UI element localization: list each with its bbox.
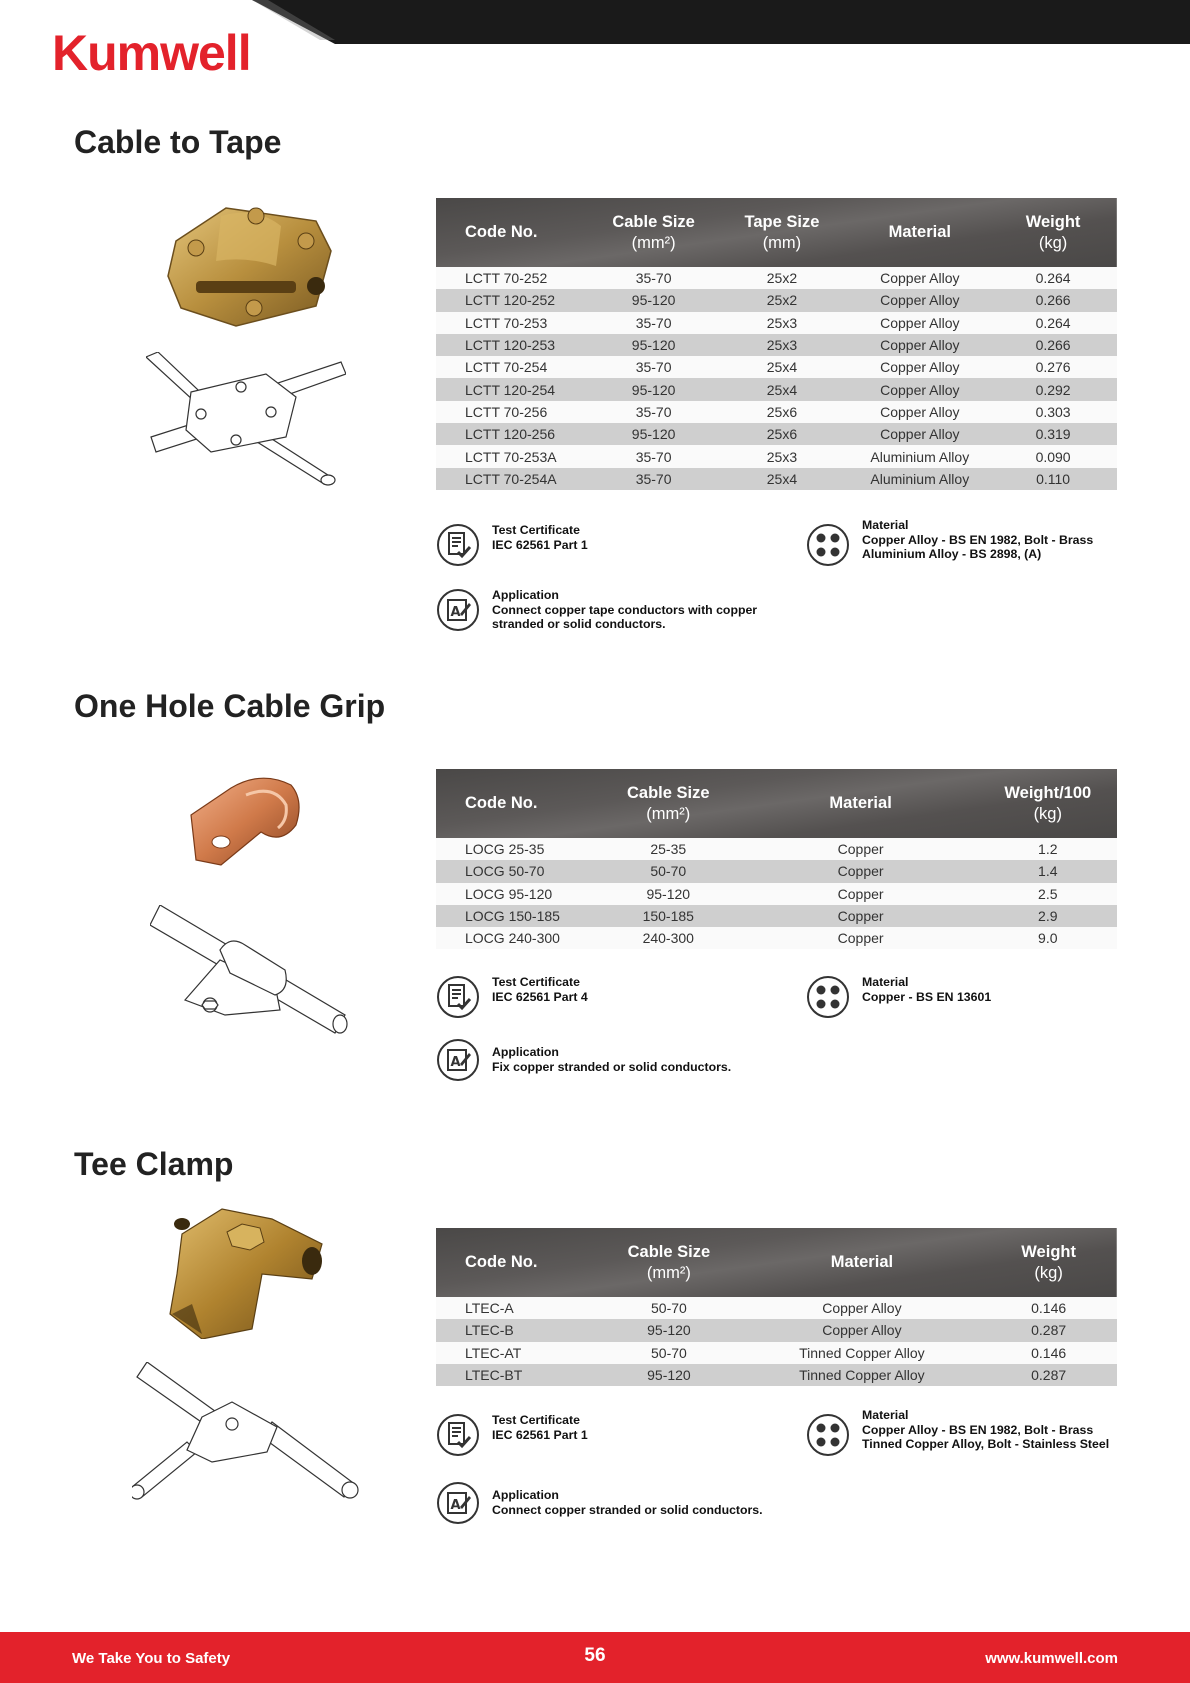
page-footer [0, 1632, 1190, 1683]
info-line: Connect copper tape conductors with copper [492, 602, 758, 617]
table-cell: Copper Alloy [880, 381, 960, 398]
table-row [436, 289, 1117, 311]
table-row [436, 401, 1117, 423]
column-header: Weight/100 (kg) [1004, 783, 1092, 823]
table-header-row [436, 198, 1117, 267]
table-row [436, 860, 1117, 882]
table-cell: 1.2 [1038, 841, 1058, 858]
table-cell: Copper [837, 885, 884, 902]
table-cell: 0.292 [1035, 381, 1071, 398]
column-header: Cable Size (mm²) [627, 783, 710, 823]
table-row [436, 423, 1117, 445]
one-hole-cable-grip-product-photo [186, 770, 306, 870]
table-cell: LTEC-A [465, 1300, 514, 1317]
table-cell: 95-120 [647, 1367, 691, 1384]
table-cell: LCTT 70-254A [465, 470, 557, 487]
table-cell: Aluminium Alloy [870, 470, 970, 487]
table-cell: 0.264 [1035, 270, 1071, 287]
column-header: Tape Size (mm) [744, 212, 820, 252]
table-cell: 95-120 [631, 292, 676, 309]
table-cell: 0.266 [1035, 292, 1071, 309]
table-cell: Copper [837, 908, 884, 925]
footer-slogan: We Take You to Safety [72, 1650, 231, 1667]
table-cell: Aluminium Alloy [870, 448, 970, 465]
table-cell: 25-35 [650, 841, 687, 858]
column-header: Weight (kg) [1025, 212, 1081, 252]
certificate-checklist-icon [436, 975, 480, 1019]
table-cell: 0.303 [1035, 403, 1071, 420]
table-cell: 9.0 [1038, 930, 1058, 947]
info-heading: Test Certificate [492, 975, 580, 989]
table-cell: LCTT 120-252 [465, 292, 556, 309]
table-cell: 50-70 [651, 1344, 687, 1361]
table-cell: Tinned Copper Alloy [799, 1367, 925, 1384]
material-dots-icon [806, 523, 850, 567]
info-line: Connect copper stranded or solid conductors. [492, 1502, 763, 1517]
table-cell: Copper Alloy [880, 359, 960, 376]
table-cell: LCTT 70-253A [465, 448, 557, 465]
table-cell: 50-70 [650, 863, 687, 880]
test-certificate-info [436, 523, 588, 567]
table-cell: 35-70 [635, 359, 672, 376]
table-cell: 2.5 [1038, 885, 1058, 902]
info-line: IEC 62561 Part 4 [492, 989, 588, 1004]
application-pencil-icon [436, 588, 480, 632]
table-cell: 25x4 [766, 381, 798, 398]
cable-to-tape-line-drawing [146, 352, 346, 486]
page-number: 56 [584, 1645, 606, 1666]
table-cell: 0.110 [1036, 470, 1071, 487]
table-cell: 2.9 [1038, 908, 1058, 925]
table-cell: 25x2 [766, 270, 798, 287]
table-header-row [436, 1228, 1117, 1297]
table-cell: 35-70 [635, 403, 672, 420]
table-row [436, 334, 1117, 356]
table-cell: Tinned Copper Alloy [799, 1344, 925, 1361]
cable-to-tape-product-photo [166, 196, 332, 330]
table-cell: 240-300 [642, 930, 694, 947]
tee-clamp-product-photo [162, 1204, 328, 1339]
info-line: Aluminium Alloy - BS 2898, (A) [862, 547, 1042, 561]
table-cell: 25x3 [766, 314, 798, 331]
table-row [436, 378, 1117, 400]
table-cell: 95-120 [647, 1322, 691, 1339]
info-heading: Material [862, 518, 909, 532]
material-info [806, 1408, 1110, 1457]
column-header: Code No. [465, 794, 538, 812]
table-row [436, 312, 1117, 334]
table-row [436, 838, 1117, 860]
table-row [436, 927, 1117, 949]
table-cell: 0.287 [1031, 1367, 1067, 1384]
table-cell: Copper Alloy [880, 270, 960, 287]
info-heading: Application [492, 588, 559, 602]
table-row [436, 883, 1117, 905]
table-row [436, 468, 1117, 490]
material-dots-icon [806, 1413, 850, 1457]
column-header: Code No. [465, 223, 538, 241]
table-cell: Copper Alloy [822, 1322, 902, 1339]
info-heading: Material [862, 1408, 909, 1422]
table-cell: 35-70 [635, 314, 672, 331]
table-cell: LCTT 70-256 [465, 403, 548, 420]
table-cell: Copper [837, 863, 884, 880]
table-cell: 50-70 [651, 1300, 687, 1317]
cable-to-tape-spec-table [436, 198, 1117, 490]
info-line: Copper - BS EN 13601 [862, 989, 992, 1004]
application-pencil-icon [436, 1481, 480, 1525]
column-header: Material [830, 1253, 894, 1271]
table-cell: 0.276 [1035, 359, 1071, 376]
table-cell: 150-185 [642, 908, 694, 925]
table-cell: 95-120 [631, 426, 676, 443]
info-heading: Test Certificate [492, 1413, 580, 1427]
table-cell: LCTT 120-256 [465, 426, 556, 443]
table-cell: Copper Alloy [880, 403, 960, 420]
table-cell: LOCG 95-120 [465, 885, 553, 902]
table-cell: LOCG 25-35 [465, 841, 545, 858]
table-row [436, 1297, 1117, 1319]
section-title-tee-clamp: Tee Clamp [74, 1146, 234, 1182]
table-cell: 35-70 [635, 470, 672, 487]
table-cell: 0.146 [1031, 1344, 1067, 1361]
tee-clamp-spec-table [436, 1228, 1117, 1386]
table-cell: LTEC-B [465, 1322, 514, 1339]
certificate-checklist-icon [436, 1413, 480, 1457]
info-line: Copper Alloy - BS EN 1982, Bolt - Brass [862, 532, 1094, 547]
one-hole-cable-grip-line-drawing [150, 905, 350, 1035]
table-row [436, 445, 1117, 467]
column-header: Material [829, 794, 892, 812]
table-cell: 95-120 [631, 337, 676, 354]
table-cell: 0.266 [1035, 337, 1071, 354]
info-heading: Application [492, 1488, 559, 1502]
table-cell: Copper Alloy [880, 292, 960, 309]
svg-text:A: A [450, 1498, 461, 1513]
table-row [436, 1319, 1117, 1341]
footer-website-link[interactable]: www.kumwell.com [985, 1650, 1118, 1667]
table-cell: 0.146 [1031, 1300, 1067, 1317]
table-cell: 35-70 [635, 270, 672, 287]
info-heading: Material [862, 975, 909, 989]
table-cell: 25x2 [766, 292, 798, 309]
table-cell: LOCG 240-300 [465, 930, 560, 947]
table-cell: Copper [837, 841, 884, 858]
svg-text:A: A [450, 605, 461, 620]
table-cell: 95-120 [631, 381, 676, 398]
table-cell: Copper Alloy [880, 426, 960, 443]
column-header: Material [888, 223, 951, 241]
application-pencil-icon [436, 1038, 480, 1082]
tee-clamp-line-drawing [132, 1362, 364, 1507]
material-dots-icon [806, 975, 850, 1019]
section-title-one-hole-cable-grip: One Hole Cable Grip [74, 688, 386, 724]
brand-logo: Kumwell [52, 25, 251, 81]
table-cell: LOCG 50-70 [465, 863, 545, 880]
table-row [436, 1342, 1117, 1364]
application-info [436, 1038, 731, 1082]
info-heading: Application [492, 1045, 559, 1059]
material-info [806, 975, 991, 1019]
table-cell: LCTT 120-254 [465, 381, 556, 398]
table-cell: Copper [837, 930, 884, 947]
table-row [436, 267, 1117, 289]
column-header: Cable Size (mm²) [612, 212, 695, 252]
application-info [436, 1481, 763, 1525]
table-cell: LTEC-BT [465, 1367, 523, 1384]
material-info [806, 518, 1094, 567]
table-cell: 95-120 [646, 885, 691, 902]
test-certificate-info [436, 975, 588, 1019]
test-certificate-info [436, 1413, 588, 1457]
table-cell: LTEC-AT [465, 1344, 522, 1361]
info-line: stranded or solid conductors. [492, 617, 666, 631]
section-title-cable-to-tape: Cable to Tape [74, 124, 282, 160]
table-cell: 35-70 [635, 448, 672, 465]
certificate-checklist-icon [436, 523, 480, 567]
table-row [436, 905, 1117, 927]
table-cell: LCTT 70-252 [465, 270, 548, 287]
table-cell: LOCG 150-185 [465, 908, 560, 925]
svg-text:A: A [450, 1055, 461, 1070]
info-line: Tinned Copper Alloy, Bolt - Stainless Steel [862, 1437, 1110, 1451]
column-header: Weight (kg) [1021, 1242, 1076, 1282]
table-row [436, 1364, 1117, 1386]
application-info [436, 588, 757, 632]
table-row [436, 356, 1117, 378]
table-cell: 0.090 [1035, 448, 1071, 465]
info-line: Copper Alloy - BS EN 1982, Bolt - Brass [862, 1422, 1094, 1437]
table-cell: 0.264 [1035, 314, 1071, 331]
table-cell: 25x3 [766, 337, 798, 354]
column-header: Code No. [465, 1253, 538, 1271]
table-cell: Copper Alloy [880, 337, 960, 354]
table-cell: Copper Alloy [822, 1300, 902, 1317]
table-cell: LCTT 70-253 [465, 314, 548, 331]
table-cell: 25x6 [766, 426, 798, 443]
table-cell: LCTT 120-253 [465, 337, 556, 354]
table-cell: 25x6 [766, 403, 798, 420]
table-cell: LCTT 70-254 [465, 359, 548, 376]
one-hole-cable-grip-spec-table [436, 769, 1117, 949]
table-header-row [436, 769, 1117, 838]
table-cell: 1.4 [1038, 863, 1058, 880]
info-line: IEC 62561 Part 1 [492, 1427, 588, 1442]
column-header: Cable Size (mm²) [627, 1242, 711, 1282]
info-line: IEC 62561 Part 1 [492, 537, 588, 552]
table-cell: 25x4 [766, 359, 798, 376]
table-cell: 25x3 [766, 448, 798, 465]
table-cell: 25x4 [766, 470, 798, 487]
info-heading: Test Certificate [492, 523, 580, 537]
table-cell: 0.319 [1035, 426, 1071, 443]
table-cell: Copper Alloy [880, 314, 960, 331]
table-cell: 0.287 [1031, 1322, 1067, 1339]
info-line: Fix copper stranded or solid conductors. [492, 1059, 732, 1074]
